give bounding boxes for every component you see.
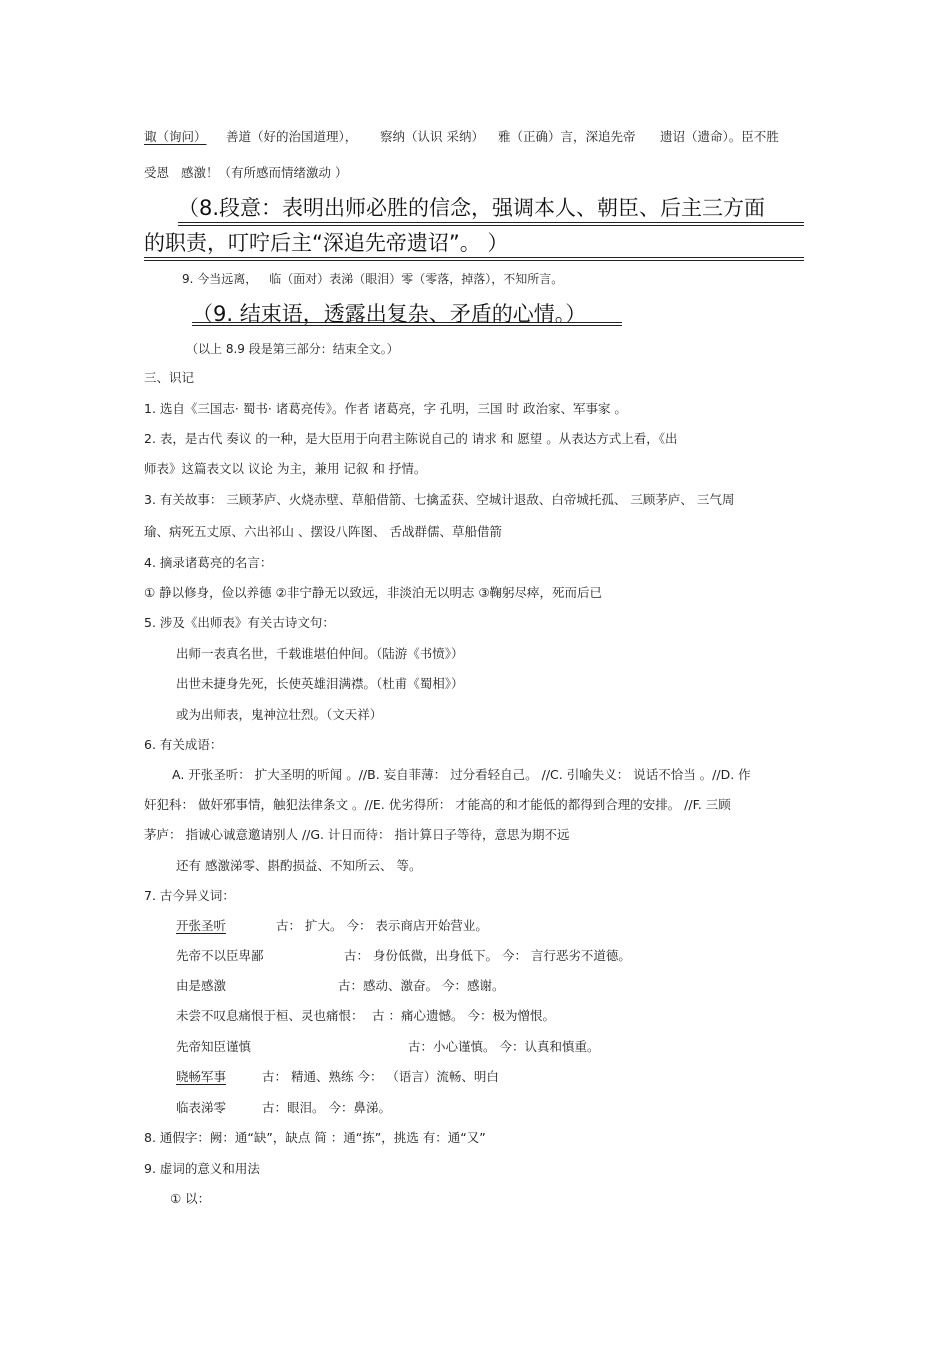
archaic-row-2 xyxy=(176,947,631,965)
item-1: 1. 选自《三国志· 蜀书· 诸葛亮传》。作者 诸葛亮，字 孔明，三国 时 政治家、军事家 。 xyxy=(144,401,627,416)
item-5-poem-2: 出世未捷身先死，长使英雄泪满襟。（杜甫《蜀相》） xyxy=(176,676,464,691)
archaic-gloss: 古：感动、激奋。 今：感谢。 xyxy=(338,978,505,993)
item-3-line-1: 3. 有关故事： 三顾茅庐、火烧赤壁、草船借箭、七擒孟获、空城计退敌、白帝城托孤、 三顾茅庐、 三气周 xyxy=(144,492,735,507)
archaic-row-4 xyxy=(176,1007,555,1025)
archaic-gloss: 古： 扩大。 今： 表示商店开始营业。 xyxy=(276,918,488,933)
item-6: 6. 有关成语： xyxy=(144,737,223,752)
item-5-poem-1: 出师一表真名世，千载谁堪伯仲间。（陆游《书愤》） xyxy=(176,646,464,661)
archaic-gloss: 古：眼泪。 今：鼻涕。 xyxy=(262,1100,391,1115)
archaic-gloss: 古 ：痛心遗憾。 今：极为憎恨。 xyxy=(372,1008,555,1023)
archaic-gloss: 古： 精通、熟练 今： （语言）流畅、明白 xyxy=(262,1069,499,1084)
archaic-word: 先帝不以臣卑鄙 xyxy=(176,948,264,963)
text-line-9 xyxy=(182,270,563,288)
archaic-gloss: 古：小心谨慎。 今：认真和慎重。 xyxy=(408,1039,600,1054)
item-7: 7. 古今异义词： xyxy=(144,888,235,903)
section-note: （以上 8.9 段是第三部分：结束全文。） xyxy=(186,342,399,356)
line1-part-e: 遗诏（遗命）。臣不胜 xyxy=(660,129,779,144)
paragraph-8-summary-line-1: （8.段意：表明出师必胜的信念，强调本人、朝臣、后主三方面 xyxy=(178,196,766,220)
item-9: 9. 虚词的意义和用法 xyxy=(144,1161,260,1176)
text-line-2 xyxy=(144,164,348,182)
line2-part-b: 感激！（有所感而情绪激动 ） xyxy=(181,165,348,180)
archaic-word: 临表涕零 xyxy=(176,1100,227,1115)
archaic-row-7 xyxy=(176,1099,391,1117)
line1-part-c: 察纳（认识 采纳） xyxy=(380,129,484,144)
archaic-word: 由是感激 xyxy=(176,978,227,993)
archaic-row-5 xyxy=(176,1038,599,1056)
text-line-1 xyxy=(144,128,779,146)
line9-part-a: 9. 今当远离， xyxy=(182,272,258,286)
paragraph-8-summary-line-2: 的职责，叮咛后主“深追先帝遗诏”。 ） xyxy=(144,231,509,255)
item-2-line-1: 2. 表，是古代 奏议 的一种，是大臣用于向君主陈说自己的 请求 和 愿望 。从表达方式上看，《出 xyxy=(144,431,678,446)
double-underline-3 xyxy=(192,322,622,326)
item-5-poem-3: 或为出师表，鬼神泣壮烈。（文天祥） xyxy=(176,707,383,722)
item-5: 5. 涉及《出师表》有关古诗文句： xyxy=(144,615,335,630)
double-underline-1 xyxy=(178,222,804,226)
item-4: 4. 摘录诸葛亮的名言： xyxy=(144,555,273,570)
double-underline-2 xyxy=(144,257,804,261)
archaic-row-3 xyxy=(176,977,504,995)
archaic-row-1 xyxy=(176,917,488,935)
archaic-word: 未尝不叹息痛恨于桓、灵也痛恨： xyxy=(176,1008,364,1023)
archaic-gloss: 古： 身份低微，出身低下。 今： 言行恶劣不道德。 xyxy=(344,948,631,963)
item-6-line-3: 茅庐： 指诚心诚意邀请别人 //G. 计日而待： 指计算日子等待，意思为期不远 xyxy=(144,827,570,842)
item-6-line-4: 还有 感激涕零、斟酌损益、不知所云、 等。 xyxy=(176,858,422,873)
section-heading-3: 三、识记 xyxy=(144,370,195,385)
item-4-quotes: ① 静以修身，俭以养德 ②非宁静无以致远，非淡泊无以明志 ③鞠躬尽瘁，死而后已 xyxy=(144,585,603,600)
paragraph-9-summary: （9. 结束语，透露出复杂、矛盾的心情。） xyxy=(192,302,587,326)
item-6-line-1: A. 开张圣听： 扩大圣明的听闻 。//B. 妄自菲薄： 过分看轻自己。 //C. 引喻失义： 说话不恰当 。//D. 作 xyxy=(172,767,751,782)
line1-part-d: 雅（正确）言，深追先帝 xyxy=(498,129,636,144)
item-3-line-2: 瑜、病死五丈原、六出祁山 、摆设八阵图、 舌战群儒、草船借箭 xyxy=(144,524,502,539)
item-6-line-2: 奸犯科： 做奸邪事情，触犯法律条文 。//E. 优劣得所： 才能高的和才能低的都得到合理的安排。 //F. 三顾 xyxy=(144,797,731,812)
archaic-word: 先帝知臣谨慎 xyxy=(176,1039,252,1054)
line9-part-b: 临（面对）表涕（眼泪）零（零落，掉落），不知所言。 xyxy=(269,272,564,286)
archaic-word: 晓畅军事 xyxy=(176,1069,227,1084)
line1-part-a: 诹（询问） xyxy=(144,129,207,144)
line1-part-b: 善道（好的治国道理）， xyxy=(226,129,358,144)
archaic-row-6 xyxy=(176,1068,499,1086)
archaic-word: 开张圣听 xyxy=(176,918,227,933)
item-8: 8. 通假字：阙：通“缺”，缺点 简 ：通“拣”，挑选 有：通“又” xyxy=(144,1130,486,1145)
line2-part-a: 受恩 xyxy=(144,165,170,180)
item-2-line-2: 师表》这篇表文以 议论 为主，兼用 记叙 和 抒情。 xyxy=(144,461,427,476)
item-9-sub-1: ① 以： xyxy=(170,1191,211,1206)
